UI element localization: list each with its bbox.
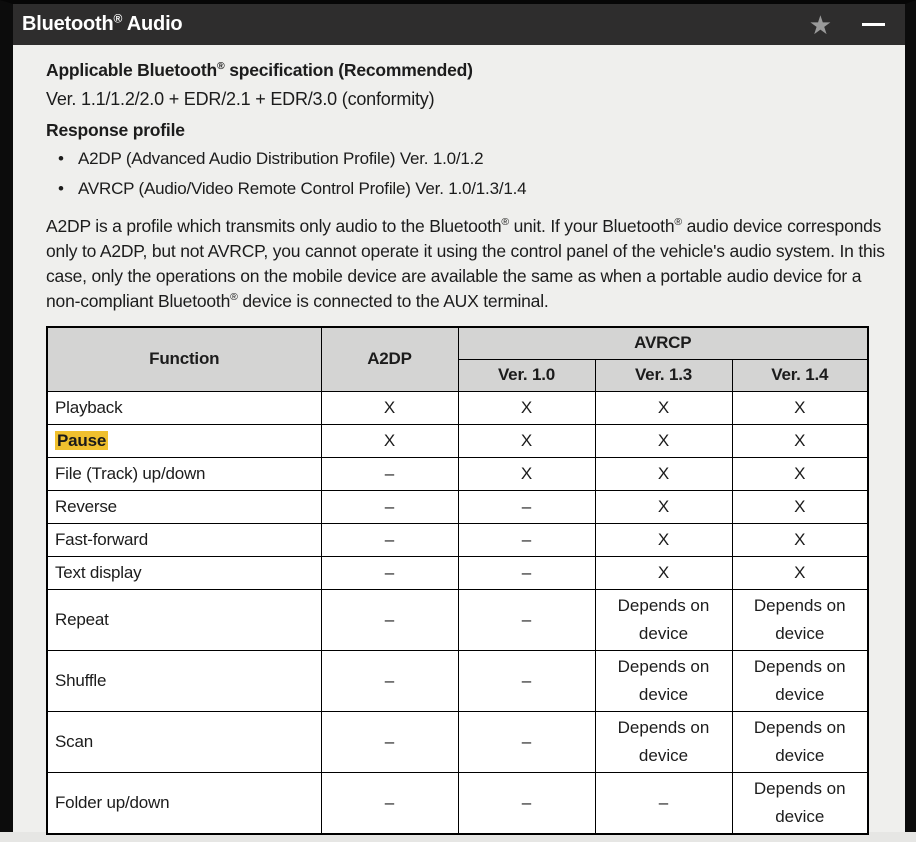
registered-trademark-symbol: ® [501,216,509,229]
support-cell: X [732,523,868,556]
support-cell: – [321,556,458,589]
registered-trademark-symbol: ® [230,291,238,304]
support-cell: – [321,650,458,711]
table-row [47,556,868,589]
support-cell: – [321,589,458,650]
table-row [47,424,868,457]
support-cell: – [458,772,595,834]
support-cell: X [732,391,868,424]
table-row [47,490,868,523]
support-cell: Depends on device [595,711,732,772]
support-cell: X [458,457,595,490]
support-cell: – [321,523,458,556]
title-bar [13,4,905,45]
column-header-avrcp: AVRCP [458,327,868,359]
table-header [47,327,868,391]
support-cell: Depends on device [732,711,868,772]
response-profile-heading: Response profile [46,120,185,140]
support-cell: – [321,711,458,772]
function-cell: Shuffle [47,650,321,711]
support-cell: Depends on device [732,772,868,834]
list-item: • AVRCP (Audio/Video Remote Control Profile) Ver. 1.0/1.3/1.4 [58,174,905,204]
column-header-a2dp: A2DP [321,327,458,391]
support-cell: X [321,424,458,457]
function-cell: Reverse [47,490,321,523]
support-cell: – [458,556,595,589]
support-cell: X [732,556,868,589]
support-cell: X [595,556,732,589]
table-row [47,650,868,711]
support-cell: – [321,457,458,490]
table-row [47,711,868,772]
column-header-ver14: Ver. 1.4 [732,359,868,391]
favorite-star-icon[interactable]: ★ [808,9,832,40]
table-row [47,523,868,556]
page-title: Bluetooth® Audio [22,11,183,35]
function-cell: Folder up/down [47,772,321,834]
table-body [47,391,868,834]
support-cell: – [458,650,595,711]
support-cell: Depends on device [595,650,732,711]
support-cell: X [595,424,732,457]
support-cell: – [458,490,595,523]
registered-trademark-symbol: ® [113,11,123,26]
registered-trademark-symbol: ® [217,60,225,73]
function-cell: File (Track) up/down [47,457,321,490]
profile-list [58,144,905,204]
function-cell [47,424,321,457]
spec-heading: Applicable Bluetooth® specification (Recommended) [46,60,473,80]
support-cell: – [458,589,595,650]
support-cell: X [458,424,595,457]
support-cell: X [458,391,595,424]
column-header-function: Function [47,327,321,391]
table-row [47,589,868,650]
support-cell: Depends on device [595,589,732,650]
table-row [47,457,868,490]
support-cell: – [321,490,458,523]
support-cell: X [732,424,868,457]
support-cell: X [595,457,732,490]
support-cell: X [595,490,732,523]
support-cell: – [458,523,595,556]
spec-versions-text: Ver. 1.1/1.2/2.0 + EDR/2.1 + EDR/3.0 (conformity) [46,89,435,109]
search-highlight: Pause [57,430,107,450]
description-paragraph: A2DP is a profile which transmits only audio to the Bluetooth® unit. If your Bluetooth® audio device corresponds only to A2DP, but not AVRCP, you cannot operate it using the control panel of the vehicle's audio system. In this case, only the operations on the mobile device are available the same as when a portable audio device for a non-compliant Bluetooth® device is connected to the AUX terminal. [46,216,885,311]
support-cell: X [732,457,868,490]
support-cell: – [321,772,458,834]
support-cell: – [595,772,732,834]
list-item: • A2DP (Advanced Audio Distribution Profile) Ver. 1.0/1.2 [58,144,905,174]
column-header-ver13: Ver. 1.3 [595,359,732,391]
support-cell: X [732,490,868,523]
function-cell: Scan [47,711,321,772]
minimize-icon[interactable] [862,23,885,26]
support-cell: – [458,711,595,772]
registered-trademark-symbol: ® [674,216,682,229]
column-header-ver10: Ver. 1.0 [458,359,595,391]
function-cell: Text display [47,556,321,589]
support-cell: X [595,523,732,556]
avrcp-support-table [46,326,869,835]
support-cell: Depends on device [732,589,868,650]
table-row [47,772,868,834]
support-cell: X [321,391,458,424]
support-cell: X [595,391,732,424]
support-cell: Depends on device [732,650,868,711]
table-row [47,391,868,424]
function-cell: Fast-forward [47,523,321,556]
function-cell: Repeat [47,589,321,650]
content-area [13,45,905,835]
function-cell: Playback [47,391,321,424]
